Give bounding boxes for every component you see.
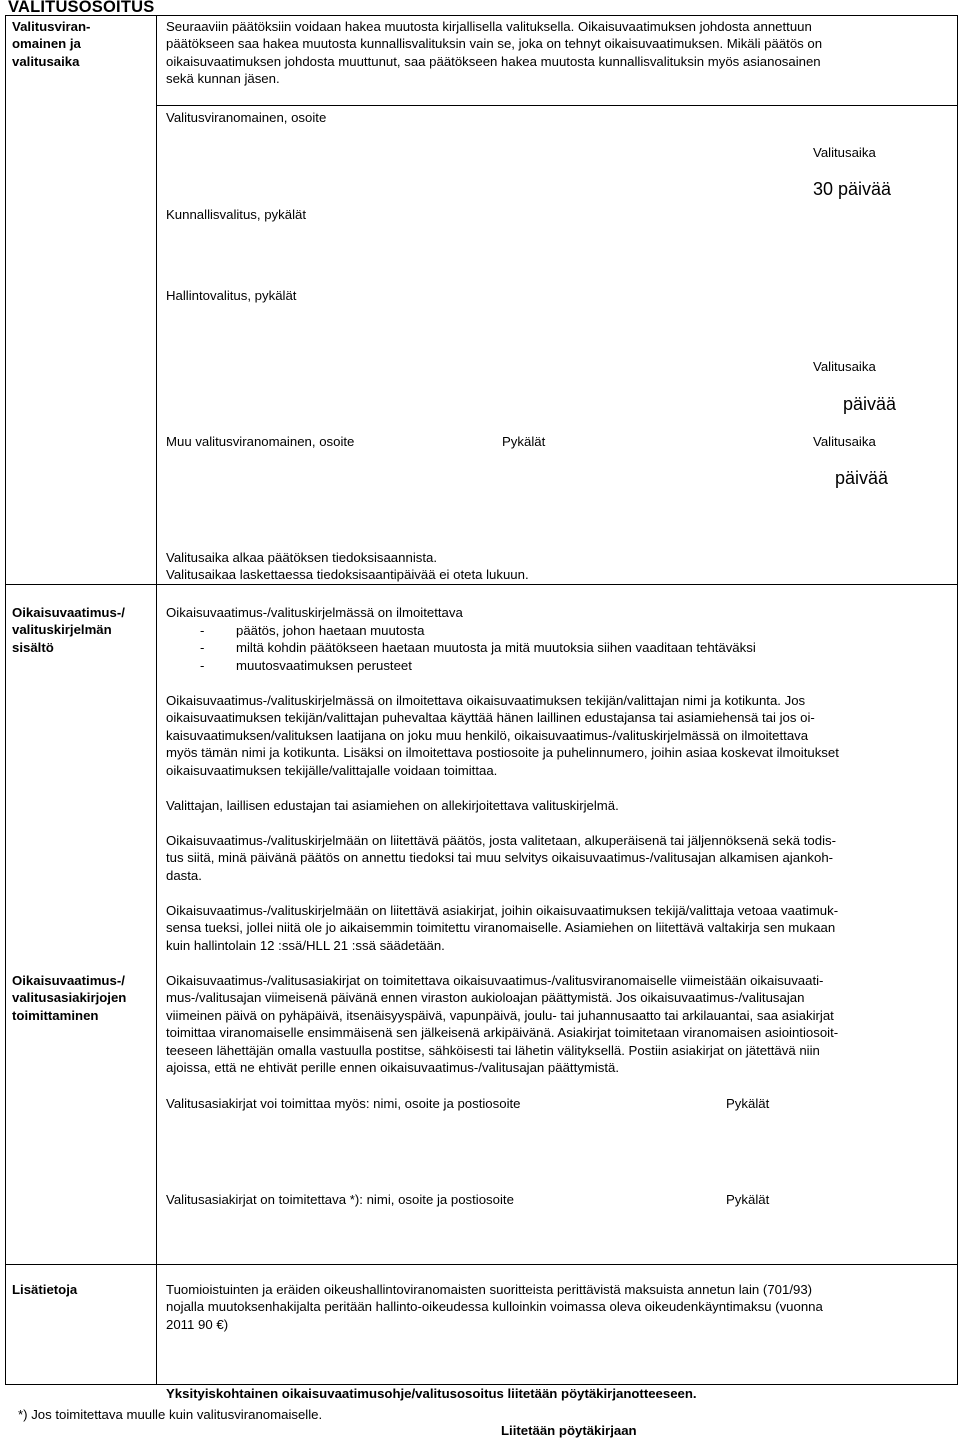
info-bold-note: Yksityiskohtainen oikaisuvaatimusohje/valitusosoitus liitetään pöytäkirjanotteeseen. — [166, 1386, 697, 1401]
admin-appeal-label: Hallintovalitus, pykälät — [166, 288, 297, 303]
municipal-appeal-label: Kunnallisvalitus, pykälät — [166, 207, 307, 222]
table-right-border — [957, 15, 958, 1384]
authority-address-label: Valitusviranomainen, osoite — [166, 110, 327, 125]
info-paragraph: Tuomioistuinten ja eräiden oikeushallintoviranomaisten suoritteista perittävistä maksuista annetun lain (701/93) nojalla muutoksenhakijalta peritään hallinto-oikeudessa kulloinkin voimassa oleva oikeudenkäyntimaksu (vuonna 2011 90 €) — [166, 1282, 823, 1332]
sections-label-2: Pykälät — [726, 1192, 770, 1207]
content-paragraph-1: Oikaisuvaatimus-/valituskirjelmässä on ilmoitettava oikaisuvaatimuksen tekijän/valittajan nimi ja kotikunta. Jos oikaisuvaatimuksen tekijän/valittajan puhevaltaa käyttää hänen laillinen edustajansa tai asiamiehensä tai jos oi- kaisuvaatimuksen/valituksen laatijana on joku muu henkilö, oikaisuvaatimus-/valituskirjelmässä on ilmoitettava myös tämän nimi ja kotikunta. Lisäksi on ilmoitettava postiosoite ja puhelinnumero, joihin asiaa koskevat ilmoitukset oikaisuvaatimuksen tekijälle/valittajalle voidaan toimittaa. — [166, 693, 839, 778]
footnote: *) Jos toimitettava muulle kuin valitusviranomaiselle. — [18, 1407, 323, 1422]
appeal-time-notes: Valitusaika alkaa päätöksen tiedoksisaannista. Valitusaikaa laskettaessa tiedoksisaantipäivää ei oteta lukuun. — [166, 550, 529, 583]
attach-note: Liitetään pöytäkirjaan — [501, 1423, 637, 1438]
content-lead: Oikaisuvaatimus-/valituskirjelmässä on ilmoitettava — [166, 605, 463, 620]
delivery-paragraph: Oikaisuvaatimus-/valitusasiakirjat on toimitettava oikaisuvaatimus-/valitusviranomaiselle viimeistään oikaisuvaati- mus-/valitusajan viimeisenä päivänä ennen viraston aukioloajan päättymistä. Jos oikaisuvaatimus-/valitusajan viimeinen päivä on pyhäpäivä, itsenäisyyspäivä, vapunpäivä, joulu- tai juhannusaatto tai arkilauantai, saa asiakirjat toimittaa viranomaiselle ensimmäisenä sen jälkeisenä arkipäivänä. Asiakirjat toimitetaan viranomaisen asiointiosoit- teeseen lähettäjän omalla vastuulla postitse, sähköisesti tai lähetin välityksellä. Postiin asiakirjat on jätettävä niin ajoissa, että ne ehtivät perille ennen oikaisuvaatimus-/valitusajan päättymistä. — [166, 973, 839, 1076]
content-paragraph-2: Valittajan, laillisen edustajan tai asiamiehen on allekirjoitettava valituskirjelmä. — [166, 798, 619, 813]
content-paragraph-4: Oikaisuvaatimus-/valituskirjelmään on liitettävä asiakirjat, joihin oikaisuvaatimuksen tekijä/valittaja vetoaa vaatimuk- sensa tueksi, jollei niitä ole jo aikaisemmin toimitettu viranomaiselle. Asiamiehen on liitettävä valtakirja sen mukaan kuin hallintolain 12 :ssä/HLL 21 :ssä säädetään. — [166, 903, 839, 953]
docs-also-label: Valitusasiakirjat voi toimittaa myös: nimi, osoite ja postiosoite — [166, 1096, 521, 1111]
content-paragraph-3: Oikaisuvaatimus-/valituskirjelmään on liitettävä päätös, josta valitetaan, alkuperäisenä tai jäljennöksenä sekä todis- tus siitä, minä päivänä päätös on annettu tiedoksi tai muu selvitys oikaisuvaatimus-/valitusajan alkamisen ajankoh- dasta. — [166, 833, 836, 883]
intro-paragraph: Seuraaviin päätöksiin voidaan hakea muutosta kirjallisella valituksella. Oikaisuvaatimuksen johdosta annettuun päätökseen saa hakea muutosta kunnallisvalituksin vain se, joka on tehnyt oikaisuvaatimuksen. Mikäli päätös on oikaisuvaatimuksen johdosta muuttunut, saa päätökseen hakea muutosta kunnallisvalituksin myös asianosainen sekä kunnan jäsen. — [166, 19, 823, 87]
section-label-info: Lisätietoja — [12, 1282, 78, 1297]
appeal-time-value-3: päivää — [835, 468, 889, 488]
section-label-delivery: Oikaisuvaatimus-/ valitusasiakirjojen toimittaminen — [12, 973, 127, 1023]
table-top-border — [5, 15, 958, 16]
intro-box-bottom — [156, 105, 958, 106]
appeal-time-label-2: Valitusaika — [813, 359, 876, 374]
appeal-time-value-1: 30 päivää — [813, 179, 892, 199]
table-left-border — [5, 15, 6, 1384]
section-label-authority: Valitusviran- omainen ja valitusaika — [12, 19, 91, 69]
appeal-time-label-1: Valitusaika — [813, 145, 876, 160]
appeal-time-label-3: Valitusaika — [813, 434, 876, 449]
other-authority-label: Muu valitusviranomainen, osoite — [166, 434, 355, 449]
sections-label: Pykälät — [502, 434, 546, 449]
section-label-content: Oikaisuvaatimus-/ valituskirjelmän sisältö — [12, 605, 125, 655]
sections-label-1: Pykälät — [726, 1096, 770, 1111]
page-title: VALITUSOSOITUS — [8, 0, 155, 16]
row-divider-2 — [5, 1264, 958, 1265]
appeal-time-value-2: päivää — [843, 394, 897, 414]
row-divider-1 — [5, 584, 958, 585]
column-divider — [156, 15, 157, 1384]
docs-must-label: Valitusasiakirjat on toimitettava *): nimi, osoite ja postiosoite — [166, 1192, 514, 1207]
